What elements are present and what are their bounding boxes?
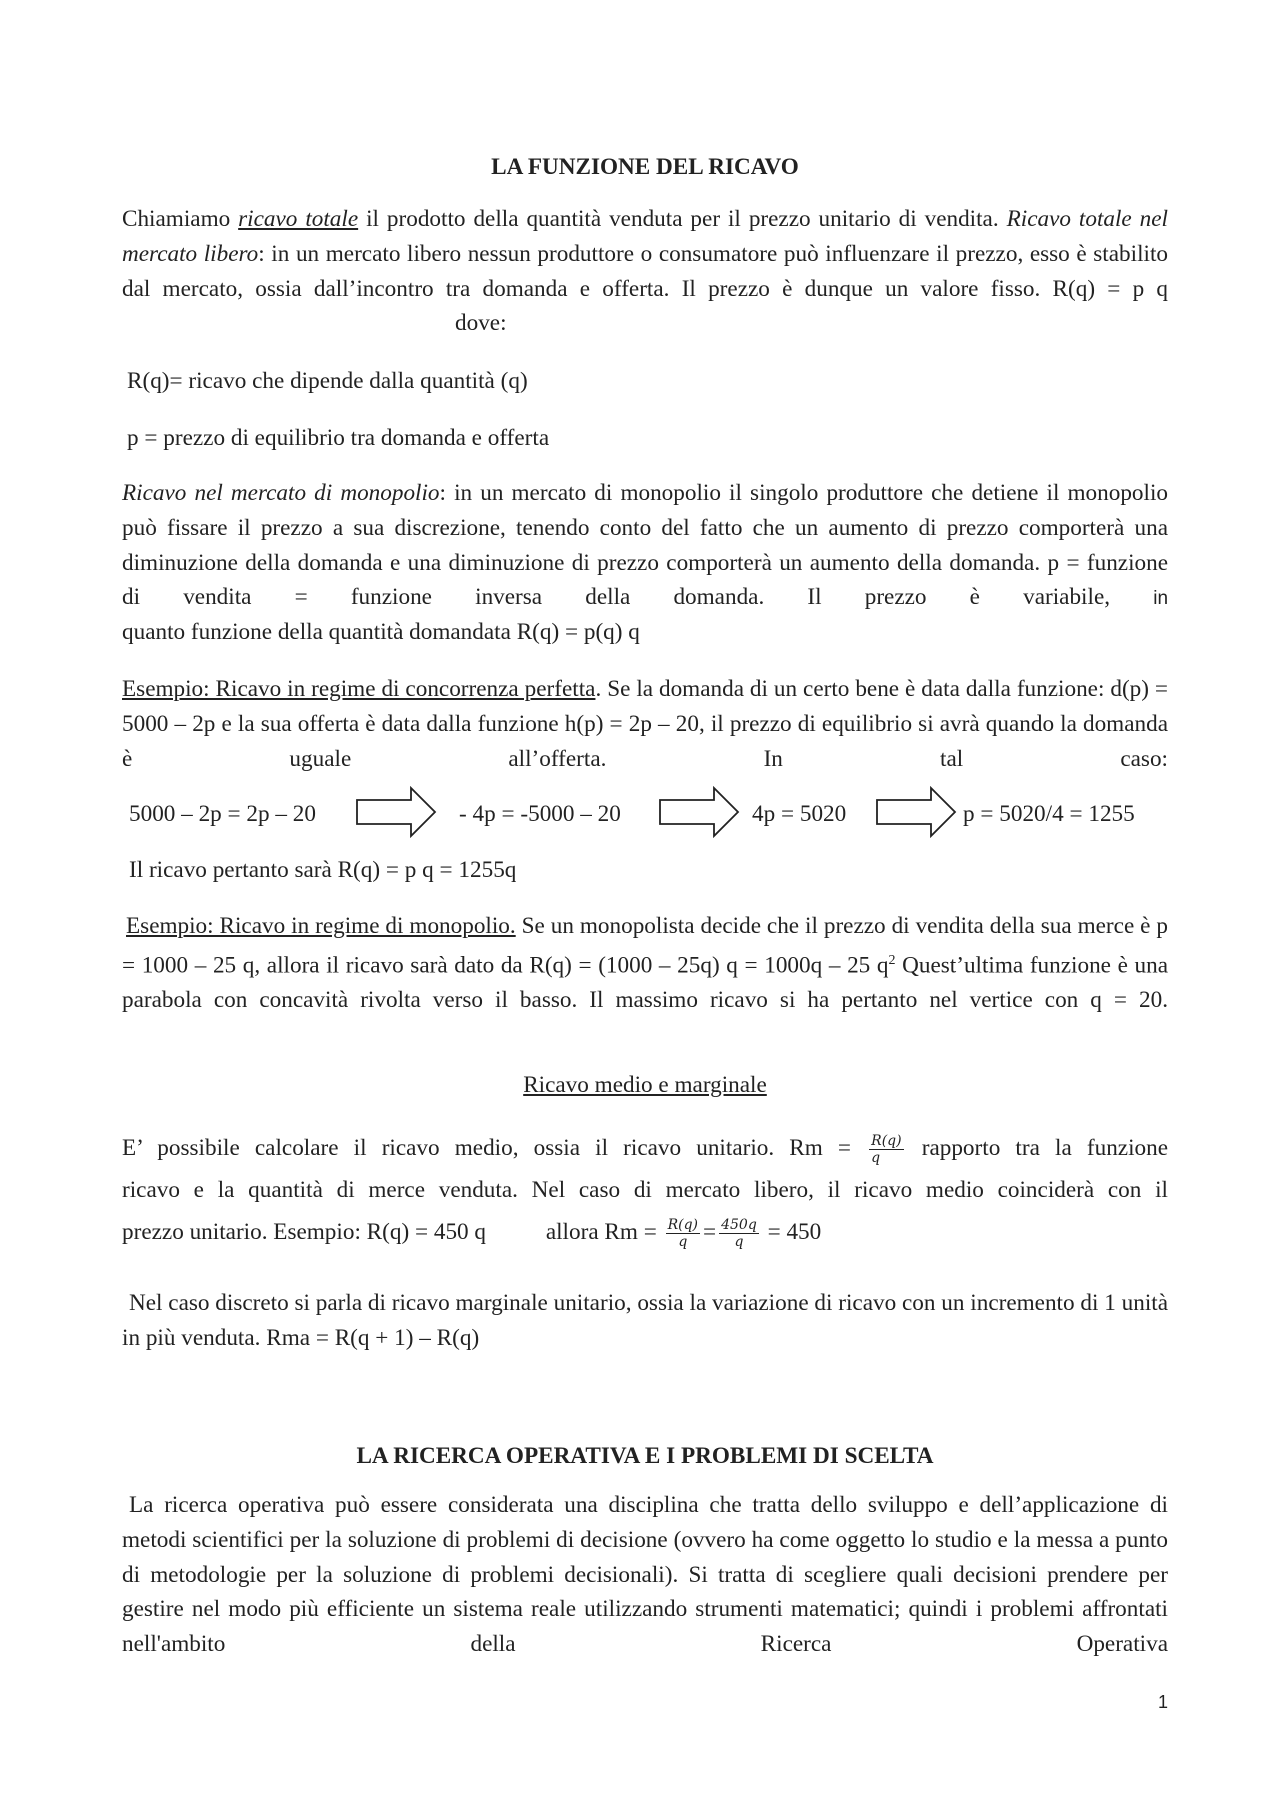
line-dove <box>122 306 1168 341</box>
step-3: 4p = 5020 <box>752 801 847 827</box>
right-arrow-icon <box>355 786 437 838</box>
example-result: Il ricavo pertanto sarà R(q) = p q = 1255q <box>129 857 517 883</box>
text: : in un mercato di monopolio il singolo produttore che detiene il monopolio può fissare il prezzo a sua discrezione, tenendo conto del fatto che un aumento di prezzo comporterà una diminuzione della domanda e una diminuzione di prezzo comporterà un aumento della domanda. p = funzione di vendita = funzione inversa della domanda. Il prezzo è variabile, <box>122 480 1168 611</box>
definition-p: p = prezzo di equilibrio tra domanda e offerta <box>127 425 550 451</box>
fraction-rq-over-q: $\frac{R(q)}{q}$ <box>871 1133 902 1167</box>
text: allora Rm = <box>545 1219 657 1245</box>
example-label: Esempio: Ricavo in regime di concorrenza perfetta <box>122 676 596 702</box>
paragraph-ricavo-marginale: Nel caso discreto si parla di ricavo marginale unitario, ossia la variazione di ricavo con un incremento di 1 unità in più venduta. Rma = R(q + 1) – R(q) <box>122 1290 1168 1351</box>
term-mercato-libero: Ricavo totale nel mercato libero <box>122 206 1168 267</box>
step-4: p = 5020/4 = 1255 <box>963 801 1135 827</box>
subtitle-text: Ricavo medio e marginale <box>523 1072 767 1098</box>
section-title-ricavo: LA FUNZIONE DEL RICAVO <box>491 154 799 180</box>
step-1: 5000 – 2p = 2p – 20 <box>129 801 316 827</box>
term-monopolio: Ricavo nel mercato di monopolio <box>122 480 440 506</box>
text: Se un monopolista decide che il prezzo di vendita della sua merce è p = 1000 – 25 q, allora il ricavo sarà dato da R(q) = (1000 – 25q) q = 1000q – 25 q <box>122 913 1168 979</box>
example-concorrenza <box>122 672 1168 776</box>
definition-rq: R(q)= ricavo che dipende dalla quantità (q) <box>127 368 528 394</box>
text: ricavo e la quantità di merce venduta. Nel caso di mercato libero, il ricavo medio coinciderà con il <box>122 1177 1168 1203</box>
text: E’ possibile calcolare il ricavo medio, ossia il ricavo unitario. Rm = <box>122 1135 852 1161</box>
paragraph-ricavo-totale <box>122 202 1168 306</box>
text: prezzo unitario. Esempio: R(q) = 450 q <box>122 1219 487 1245</box>
text: rapporto tra la funzione <box>921 1135 1168 1161</box>
fraction-rq-over-q: $\frac{R(q)}{q}$ <box>667 1217 699 1251</box>
paragraph-monopolio-end: quanto funzione della quantità domandata R(q) = p(q) q <box>122 619 640 645</box>
page-number: 1 <box>1157 1692 1168 1712</box>
text: . Se la domanda di un certo bene è data dalla funzione: d(p) = 5000 – 2p e la sua offerta è data dalla funzione h(p) = 2p – 20, il prezzo di equilibrio si avrà quando la domanda è uguale all’offerta. In tal caso: <box>122 676 1168 772</box>
right-arrow-icon <box>658 786 740 838</box>
text: il prodotto della quantità venduta per il prezzo unitario di vendita. <box>358 206 1007 232</box>
step-2: - 4p = -5000 – 20 <box>459 801 621 827</box>
fraction-450q-over-q: $\frac{450q}{q}$ <box>721 1217 757 1251</box>
paragraph-ricavo-medio <box>122 1126 1168 1254</box>
example-label: Esempio: Ricavo in regime di monopolio. <box>126 913 516 939</box>
text: = 450 <box>767 1219 822 1245</box>
right-arrow-icon <box>875 786 957 838</box>
superscript: 2 <box>888 952 896 968</box>
term-ricavo-totale: ricavo totale <box>238 206 359 232</box>
example-monopolio <box>122 909 1168 1018</box>
text: Chiamiamo <box>122 206 239 232</box>
equation-steps <box>122 797 1168 837</box>
text-in: in <box>1153 588 1169 610</box>
text: = <box>703 1219 717 1245</box>
text: Quest’ultima funzione è una parabola con concavità rivolta verso il basso. Il massimo ricavo si ha pertanto nel vertice con q = 20. <box>122 952 1168 1014</box>
paragraph-ricerca-operativa: La ricerca operativa può essere considerata una disciplina che tratta dello sviluppo e dell’applicazione di metodi scientifici per la soluzione di problemi di decisione (ovvero ha come oggetto lo studio e la messa a punto di metodologie per la soluzione di problemi decisionali). Si tratta di scegliere quali decisioni prendere per gestire nel modo più efficiente un sistema reale utilizzando strumenti matematici; quindi i problemi affrontati nell'ambito della Ricerca Operativa <box>122 1492 1168 1658</box>
section-title-ricerca-operativa: LA RICERCA OPERATIVA E I PROBLEMI DI SCELTA <box>356 1443 934 1469</box>
subtitle-ricavo-medio <box>122 1068 1168 1103</box>
text: : in un mercato libero nessun produttore o consumatore può influenzare il prezzo, esso è stabilito dal mercato, ossia dall’incontro tra domanda e offerta. Il prezzo è dunque un valore fisso. R(q) = p q <box>122 240 1168 302</box>
text-dove: dove: <box>455 310 507 336</box>
paragraph-monopolio <box>122 476 1168 617</box>
